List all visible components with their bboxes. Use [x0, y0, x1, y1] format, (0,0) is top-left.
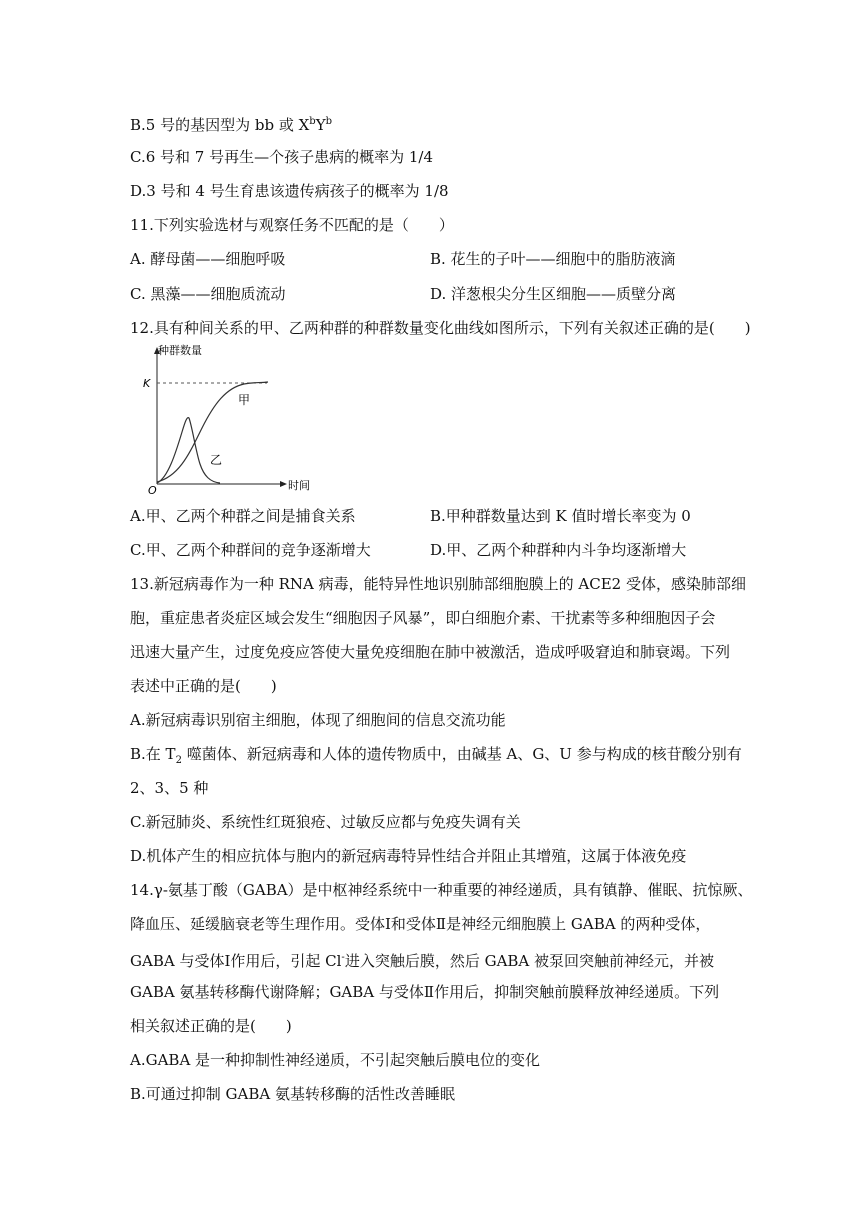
x-axis-label: 时间	[288, 479, 310, 492]
q12-option-b: B.甲种群数量达到 K 值时增长率变为 0	[430, 507, 691, 525]
q14-stem-line2: 降血压、延缓脑衰老等生理作用。受体Ⅰ和受体Ⅱ是神经元细胞膜上 GABA 的两种受体，	[130, 915, 711, 933]
q10-option-c: C.6 号和 7 号再生—个孩子患病的概率为 1/4	[130, 148, 434, 166]
x-axis-arrow-icon	[280, 481, 287, 487]
q12-option-a: A.甲、乙两个种群之间是捕食关系	[130, 507, 356, 525]
q11-option-d: D. 洋葱根尖分生区细胞——质壁分离	[430, 285, 677, 303]
q13-option-c: C.新冠肺炎、系统性红斑狼疮、过敏反应都与免疫失调有关	[130, 813, 521, 831]
q12-option-c: C.甲、乙两个种群间的竞争逐渐增大	[130, 541, 371, 559]
series-yi-label: 乙	[210, 453, 223, 467]
q11-option-b: B. 花生的子叶——细胞中的脂肪液滴	[430, 250, 676, 268]
q10-b-sup1: b	[309, 116, 316, 127]
q14-stem-line4: GABA 氨基转移酶代谢降解；GABA 与受体Ⅱ作用后，抑制突触前膜释放神经递质。下列	[130, 983, 720, 1001]
q14-stem-line3	[130, 948, 714, 971]
q11-stem: 11.下列实验选材与观察任务不匹配的是（ ）	[130, 216, 454, 234]
q13-b-sub: 2	[175, 755, 182, 766]
q14-l3-post: 进入突触后膜，然后 GABA 被泵回突触前神经元，并被	[344, 952, 715, 970]
q13-option-b-line1	[130, 744, 742, 771]
q13-option-b-line2: 2、3、5 种	[130, 779, 209, 797]
q13-stem-line3: 迅速大量产生，过度免疫应答使大量免疫细胞在肺中被激活，造成呼吸窘迫和肺衰竭。下列	[130, 643, 731, 661]
origin-label: O	[148, 484, 157, 497]
q14-l3-pre: GABA 与受体Ⅰ作用后，引起 Cl	[130, 952, 342, 970]
q10-option-b	[130, 112, 332, 135]
q14-option-b: B.可通过抑制 GABA 氨基转移酶的活性改善睡眠	[130, 1085, 455, 1103]
y-axis-label: 种群数量	[158, 344, 202, 357]
q10-b-mid: Y	[315, 116, 326, 134]
q13-stem-line4: 表述中正确的是( )	[130, 677, 277, 695]
q12-option-d: D.甲、乙两个种群种内斗争均逐渐增大	[430, 541, 687, 559]
q10-b-text: B.5 号的基因型为 bb 或 X	[130, 116, 310, 134]
q10-option-d: D.3 号和 4 号生育患该遗传病孩子的概率为 1/8	[130, 182, 449, 200]
series-jia-label: 甲	[238, 393, 251, 407]
q13-option-d: D.机体产生的相应抗体与胞内的新冠病毒特异性结合并阻止其增殖，这属于体液免疫	[130, 847, 687, 865]
q13-b-post: 噬菌体、新冠病毒和人体的遗传物质中，由碱基 A、G、U 参与构成的核苷酸分别有	[181, 745, 742, 763]
q13-b-pre: B.在 T	[130, 745, 176, 763]
q14-stem-line5: 相关叙述正确的是( )	[130, 1017, 292, 1035]
q13-stem-line2: 胞，重症患者炎症区域会发生“细胞因子风暴”，即白细胞介素、干扰素等多种细胞因子会	[130, 609, 716, 627]
q13-option-a: A.新冠病毒识别宿主细胞，体现了细胞间的信息交流功能	[130, 711, 506, 729]
series-yi-curve	[157, 418, 223, 483]
population-curve-figure	[140, 340, 340, 498]
series-jia-curve	[157, 382, 268, 482]
q11-option-a: A. 酵母菌——细胞呼吸	[130, 250, 286, 268]
k-label: K	[143, 377, 151, 390]
q13-stem-line1: 13.新冠病毒作为一种 RNA 病毒，能特异性地识别肺部细胞膜上的 ACE2 受体，感染肺部细	[130, 575, 746, 593]
q14-option-a: A.GABA 是一种抑制性神经递质，不引起突触后膜电位的变化	[130, 1051, 541, 1069]
q14-stem-line1: 14.γ-氨基丁酸（GABA）是中枢神经系统中一种重要的神经递质，具有镇静、催眠、抗惊厥、	[130, 881, 753, 899]
q12-stem: 12.具有种间关系的甲、乙两种群的种群数量变化曲线如图所示，下列有关叙述正确的是( )	[130, 319, 751, 337]
q14-l3-sup: -	[341, 952, 345, 963]
q10-b-sup2: b	[325, 116, 333, 127]
q11-option-c: C. 黑藻——细胞质流动	[130, 285, 286, 303]
